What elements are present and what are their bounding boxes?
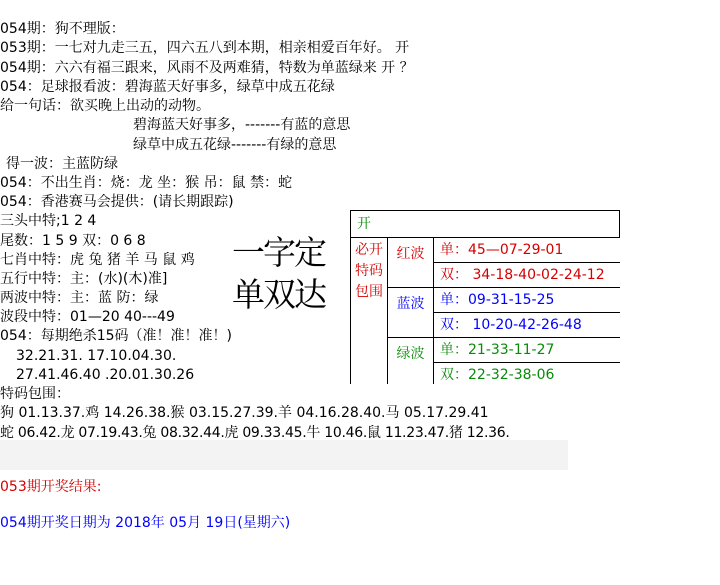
line-three-heads: 三头中特;1 2 4 [0, 213, 97, 229]
line-issue-title: 054期：狗不理版： [0, 21, 125, 37]
line-wave-segment: 波段中特：01—20 40---49 [0, 309, 175, 325]
table-side-label: 必开特码包围 [350, 238, 388, 384]
result-heading: 053期开奖结果: [0, 479, 102, 495]
line-five-elements: 五行中特：主：(水)(木)准] [0, 271, 168, 287]
line-wave-result: 得一波：主蓝防绿 [6, 156, 118, 172]
line-blue-meaning: 碧海蓝天好事多，-------有蓝的意思 [133, 117, 351, 133]
line-seven-zodiac: 七肖中特：虎 兔 猪 羊 马 鼠 鸡 [0, 252, 195, 268]
group-blue-label: 蓝波 [388, 288, 434, 338]
line-special-surround: 特码包围： [0, 386, 70, 402]
line-jockey-club: 054：香港赛马会提供：(请长期跟踪) [0, 194, 234, 210]
line-kill-numbers-1: 32.21.31. 17.10.04.30. [16, 348, 177, 364]
line-tail-numbers: 尾数：1 5 9 双：0 6 8 [0, 233, 146, 249]
big-handwritten-text: 一字定单双达 [232, 233, 325, 314]
line-zodiac-numbers-1: 狗 01.13.37.鸡 14.26.38.猴 03.15.27.39.羊 04.16.28.40.马 05.17.29.41 [0, 405, 489, 421]
group-green-label: 绿波 [388, 338, 434, 384]
green-odd-row: 单：21-33-11-27 [434, 338, 620, 363]
line-two-waves: 两波中特：主：蓝 防：绿 [0, 290, 159, 306]
line-football-wave: 054：足球报看波：碧海蓝天好事多，绿草中成五花绿 [0, 79, 335, 95]
line-054-riddle: 054期：六六有福三跟来，风雨不及两难猜，特数为单蓝绿来 开 ？ [0, 60, 414, 76]
red-odd-row: 单：45—07-29-01 [434, 238, 620, 263]
line-green-meaning: 绿草中成五花绿-------有绿的意思 [133, 137, 337, 153]
background-stripe [0, 440, 568, 470]
line-053-riddle: 053期：一七对九走三五，四六五八到本期，相亲相爱百年好。 开 [0, 40, 410, 56]
draw-date: 054期开奖日期为 2018年 05月 19日(星期六) [0, 515, 291, 531]
table-header: 开 [350, 210, 620, 238]
green-even-row: 双：22-32-38-06 [440, 367, 555, 383]
line-kill-15: 054：每期绝杀15码（准！准！准！) [0, 328, 232, 344]
line-one-sentence: 给一句话：欲买晚上出动的动物。 [0, 98, 210, 114]
group-red-label: 红波 [388, 238, 434, 288]
red-even-row: 双： 34-18-40-02-24-12 [434, 263, 620, 288]
line-excluded-zodiac: 054：不出生肖：烧：龙 坐：猴 吊：鼠 禁：蛇 [0, 175, 293, 191]
blue-even-row: 双： 10-20-42-26-48 [434, 313, 620, 338]
blue-odd-row: 单：09-31-15-25 [434, 288, 620, 313]
line-kill-numbers-2: 27.41.46.40 .20.01.30.26 [16, 367, 195, 383]
line-zodiac-numbers-2: 蛇 06.42.龙 07.19.43.兔 08.32.44.虎 09.33.45.牛 10.46.鼠 11.23.47.猪 12.36. [0, 425, 510, 441]
prediction-table [350, 210, 620, 384]
